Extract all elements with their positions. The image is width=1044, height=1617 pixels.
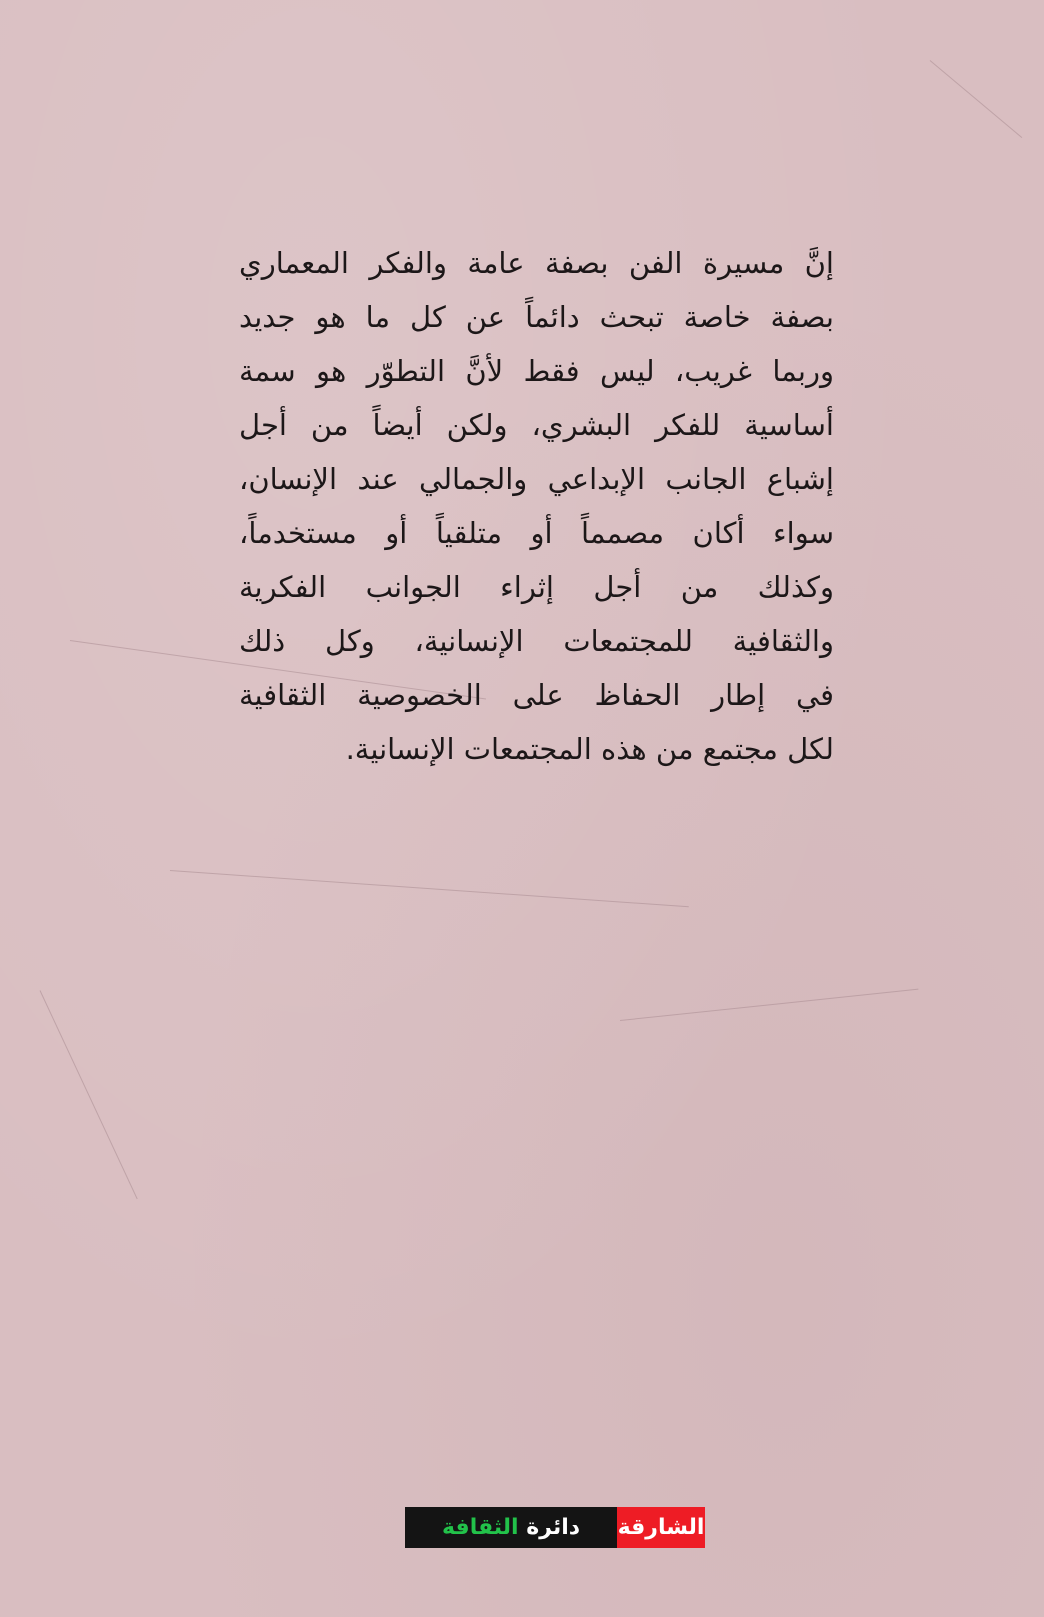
blurb-line: لكل مجتمع من هذه المجتمعات الإنسانية.	[345, 732, 834, 766]
blurb-line: والثقافية للمجتمعات الإنسانية، وكل ذلك	[239, 624, 834, 658]
blurb-line: سواء أكان مصمماً أو متلقياً أو مستخدماً،	[239, 516, 834, 550]
publisher-logo	[405, 1507, 705, 1548]
blurb-line: وربما غريب، ليس فقط لأنَّ التطوّر هو سمة	[239, 354, 834, 388]
blurb-line: إنَّ مسيرة الفن بصفة عامة والفكر المعماري	[239, 246, 834, 280]
paper-crease-mark	[930, 60, 1023, 138]
paper-crease-mark	[170, 870, 689, 907]
blurb-line: أساسية للفكر البشري، ولكن أيضاً من أجل	[239, 408, 834, 442]
logo-department-prefix: دائرة	[526, 1515, 581, 1540]
logo-culture-word: الثقافة	[441, 1515, 519, 1540]
paper-crease-mark	[40, 990, 138, 1199]
back-cover-blurb	[239, 236, 834, 776]
blurb-line: إشباع الجانب الإبداعي والجمالي عند الإنسان،	[239, 462, 834, 496]
paper-crease-mark	[620, 989, 918, 1021]
blurb-line: في إطار الحفاظ على الخصوصية الثقافية	[239, 678, 834, 712]
blurb-line: وكذلك من أجل إثراء الجوانب الفكرية	[239, 570, 834, 604]
logo-department-label	[405, 1507, 617, 1548]
blurb-line: بصفة خاصة تبحث دائماً عن كل ما هو جديد	[239, 300, 834, 334]
logo-sharjah-label: الشارقة	[617, 1507, 705, 1548]
